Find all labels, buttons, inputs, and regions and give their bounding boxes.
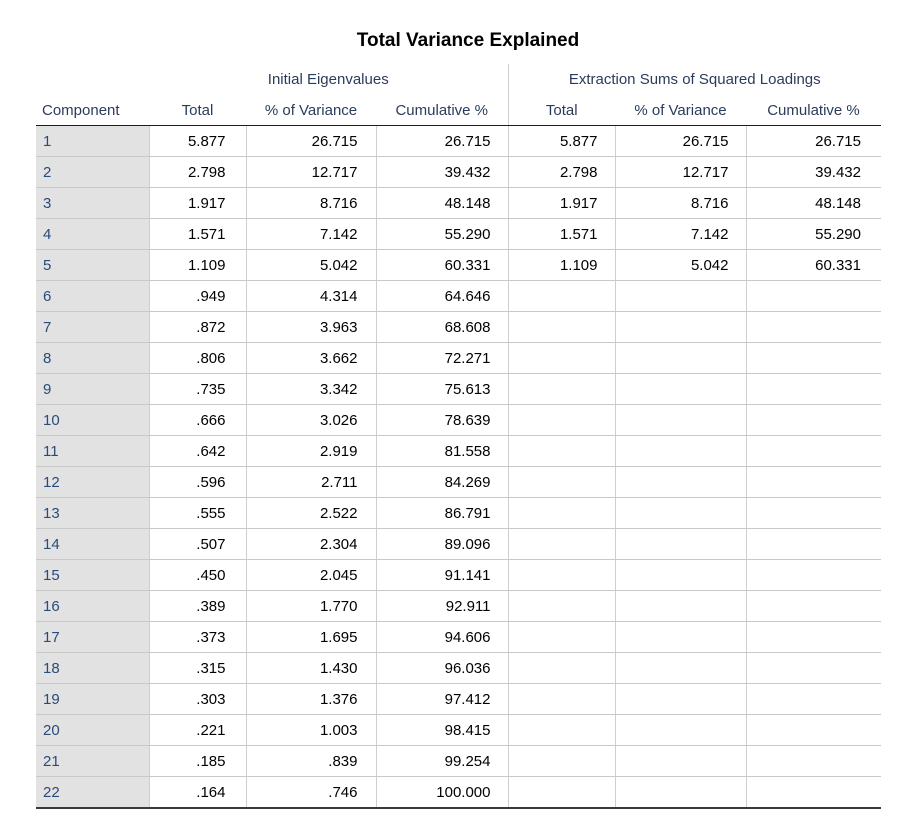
value-cell: .735 xyxy=(149,374,246,405)
value-cell: 68.608 xyxy=(376,312,508,343)
header-initial-percent-variance: % of Variance xyxy=(246,95,376,126)
value-cell xyxy=(746,715,881,746)
value-cell xyxy=(615,622,746,653)
value-cell: 7.142 xyxy=(615,219,746,250)
value-cell: 1.571 xyxy=(149,219,246,250)
value-cell xyxy=(508,529,615,560)
value-cell xyxy=(746,684,881,715)
value-cell xyxy=(615,374,746,405)
table-row xyxy=(36,250,881,281)
table-row xyxy=(36,343,881,374)
value-cell xyxy=(508,715,615,746)
header-initial-total: Total xyxy=(149,95,246,126)
value-cell xyxy=(615,684,746,715)
table-row xyxy=(36,498,881,529)
table-row xyxy=(36,219,881,250)
value-cell: 3.026 xyxy=(246,405,376,436)
value-cell xyxy=(746,777,881,809)
value-cell: 1.770 xyxy=(246,591,376,622)
value-cell xyxy=(508,374,615,405)
table-row xyxy=(36,529,881,560)
header-empty-cell xyxy=(36,64,149,95)
value-cell: 72.271 xyxy=(376,343,508,374)
value-cell: 2.919 xyxy=(246,436,376,467)
table-row xyxy=(36,715,881,746)
value-cell: 26.715 xyxy=(376,126,508,157)
value-cell xyxy=(746,498,881,529)
table-row xyxy=(36,777,881,809)
value-cell: 60.331 xyxy=(376,250,508,281)
value-cell xyxy=(615,436,746,467)
value-cell xyxy=(508,684,615,715)
value-cell xyxy=(508,653,615,684)
component-label: 17 xyxy=(36,622,149,653)
value-cell: 99.254 xyxy=(376,746,508,777)
value-cell xyxy=(746,529,881,560)
value-cell: 5.042 xyxy=(246,250,376,281)
value-cell: .872 xyxy=(149,312,246,343)
value-cell: .746 xyxy=(246,777,376,809)
component-label: 9 xyxy=(36,374,149,405)
value-cell: 26.715 xyxy=(615,126,746,157)
value-cell: .221 xyxy=(149,715,246,746)
value-cell xyxy=(508,591,615,622)
value-cell xyxy=(746,436,881,467)
value-cell xyxy=(615,653,746,684)
component-label: 20 xyxy=(36,715,149,746)
value-cell: 2.045 xyxy=(246,560,376,591)
component-label: 5 xyxy=(36,250,149,281)
value-cell: 92.911 xyxy=(376,591,508,622)
value-cell xyxy=(746,405,881,436)
component-label: 21 xyxy=(36,746,149,777)
value-cell: .596 xyxy=(149,467,246,498)
component-label: 2 xyxy=(36,157,149,188)
value-cell: 86.791 xyxy=(376,498,508,529)
table-body xyxy=(36,126,881,809)
value-cell: 39.432 xyxy=(746,157,881,188)
component-label: 1 xyxy=(36,126,149,157)
value-cell: .666 xyxy=(149,405,246,436)
value-cell: 48.148 xyxy=(746,188,881,219)
value-cell: 89.096 xyxy=(376,529,508,560)
value-cell: .450 xyxy=(149,560,246,591)
value-cell: .389 xyxy=(149,591,246,622)
value-cell: 12.717 xyxy=(615,157,746,188)
component-label: 12 xyxy=(36,467,149,498)
value-cell: 1.376 xyxy=(246,684,376,715)
value-cell: 98.415 xyxy=(376,715,508,746)
value-cell: 8.716 xyxy=(615,188,746,219)
table-row xyxy=(36,188,881,219)
value-cell xyxy=(746,746,881,777)
table-row xyxy=(36,622,881,653)
value-cell: 2.711 xyxy=(246,467,376,498)
value-cell xyxy=(746,622,881,653)
value-cell xyxy=(746,467,881,498)
header-group-row xyxy=(36,64,881,95)
value-cell: 91.141 xyxy=(376,560,508,591)
value-cell: 1.430 xyxy=(246,653,376,684)
header-extraction-percent-variance: % of Variance xyxy=(615,95,746,126)
value-cell: 1.109 xyxy=(149,250,246,281)
table-row xyxy=(36,312,881,343)
value-cell: 2.304 xyxy=(246,529,376,560)
component-label: 4 xyxy=(36,219,149,250)
component-label: 10 xyxy=(36,405,149,436)
value-cell: .303 xyxy=(149,684,246,715)
value-cell: 1.571 xyxy=(508,219,615,250)
value-cell: 81.558 xyxy=(376,436,508,467)
value-cell: .315 xyxy=(149,653,246,684)
table-row xyxy=(36,591,881,622)
value-cell: 96.036 xyxy=(376,653,508,684)
component-label: 18 xyxy=(36,653,149,684)
value-cell: 84.269 xyxy=(376,467,508,498)
value-cell xyxy=(746,343,881,374)
component-label: 3 xyxy=(36,188,149,219)
value-cell: 26.715 xyxy=(246,126,376,157)
value-cell: 5.877 xyxy=(508,126,615,157)
component-label: 8 xyxy=(36,343,149,374)
value-cell xyxy=(615,529,746,560)
value-cell xyxy=(746,374,881,405)
value-cell: .806 xyxy=(149,343,246,374)
value-cell: 3.342 xyxy=(246,374,376,405)
component-label: 19 xyxy=(36,684,149,715)
value-cell xyxy=(746,591,881,622)
table-row xyxy=(36,126,881,157)
value-cell: 2.798 xyxy=(508,157,615,188)
value-cell xyxy=(746,312,881,343)
header-initial-cumulative: Cumulative % xyxy=(376,95,508,126)
value-cell xyxy=(508,777,615,809)
value-cell: 55.290 xyxy=(376,219,508,250)
value-cell: 78.639 xyxy=(376,405,508,436)
value-cell: 75.613 xyxy=(376,374,508,405)
value-cell xyxy=(615,591,746,622)
value-cell: 2.522 xyxy=(246,498,376,529)
table-row xyxy=(36,405,881,436)
value-cell: .164 xyxy=(149,777,246,809)
header-extraction-sums: Extraction Sums of Squared Loadings xyxy=(508,64,881,95)
table-row xyxy=(36,467,881,498)
value-cell xyxy=(615,405,746,436)
value-cell xyxy=(508,622,615,653)
value-cell xyxy=(615,560,746,591)
value-cell xyxy=(615,343,746,374)
value-cell xyxy=(508,281,615,312)
component-label: 15 xyxy=(36,560,149,591)
value-cell: 1.109 xyxy=(508,250,615,281)
component-label: 6 xyxy=(36,281,149,312)
value-cell: .949 xyxy=(149,281,246,312)
value-cell xyxy=(615,467,746,498)
value-cell: 4.314 xyxy=(246,281,376,312)
value-cell: 97.412 xyxy=(376,684,508,715)
value-cell: .839 xyxy=(246,746,376,777)
value-cell xyxy=(615,281,746,312)
table-row xyxy=(36,560,881,591)
value-cell: .642 xyxy=(149,436,246,467)
value-cell xyxy=(508,405,615,436)
value-cell xyxy=(746,281,881,312)
value-cell: .555 xyxy=(149,498,246,529)
variance-table xyxy=(36,64,881,809)
header-component: Component xyxy=(36,95,149,126)
value-cell xyxy=(508,467,615,498)
component-label: 13 xyxy=(36,498,149,529)
table-row xyxy=(36,684,881,715)
table-title: Total Variance Explained xyxy=(356,30,580,51)
value-cell: .507 xyxy=(149,529,246,560)
component-label: 7 xyxy=(36,312,149,343)
value-cell xyxy=(615,715,746,746)
value-cell xyxy=(746,560,881,591)
value-cell: 2.798 xyxy=(149,157,246,188)
value-cell: 48.148 xyxy=(376,188,508,219)
header-extraction-cumulative: Cumulative % xyxy=(746,95,881,126)
component-label: 22 xyxy=(36,777,149,809)
value-cell xyxy=(746,653,881,684)
table-row xyxy=(36,281,881,312)
value-cell: 5.877 xyxy=(149,126,246,157)
table-row xyxy=(36,157,881,188)
header-extraction-total: Total xyxy=(508,95,615,126)
value-cell: 60.331 xyxy=(746,250,881,281)
value-cell: 26.715 xyxy=(746,126,881,157)
value-cell: 64.646 xyxy=(376,281,508,312)
value-cell xyxy=(508,312,615,343)
value-cell xyxy=(615,498,746,529)
component-label: 11 xyxy=(36,436,149,467)
value-cell: .185 xyxy=(149,746,246,777)
value-cell xyxy=(508,746,615,777)
header-initial-eigenvalues: Initial Eigenvalues xyxy=(267,71,389,88)
table-row xyxy=(36,374,881,405)
value-cell: .373 xyxy=(149,622,246,653)
value-cell xyxy=(508,498,615,529)
value-cell: 39.432 xyxy=(376,157,508,188)
table-row xyxy=(36,436,881,467)
value-cell: 3.662 xyxy=(246,343,376,374)
value-cell: 3.963 xyxy=(246,312,376,343)
table-row xyxy=(36,746,881,777)
value-cell: 1.917 xyxy=(508,188,615,219)
value-cell: 55.290 xyxy=(746,219,881,250)
value-cell xyxy=(615,312,746,343)
value-cell: 100.000 xyxy=(376,777,508,809)
component-label: 14 xyxy=(36,529,149,560)
value-cell xyxy=(508,560,615,591)
value-cell: 7.142 xyxy=(246,219,376,250)
header-column-row xyxy=(36,95,881,126)
value-cell xyxy=(508,436,615,467)
value-cell xyxy=(615,746,746,777)
value-cell: 12.717 xyxy=(246,157,376,188)
table-row xyxy=(36,653,881,684)
value-cell: 94.606 xyxy=(376,622,508,653)
value-cell: 8.716 xyxy=(246,188,376,219)
value-cell: 1.003 xyxy=(246,715,376,746)
value-cell: 1.917 xyxy=(149,188,246,219)
value-cell xyxy=(508,343,615,374)
value-cell xyxy=(615,777,746,809)
component-label: 16 xyxy=(36,591,149,622)
value-cell: 1.695 xyxy=(246,622,376,653)
value-cell: 5.042 xyxy=(615,250,746,281)
